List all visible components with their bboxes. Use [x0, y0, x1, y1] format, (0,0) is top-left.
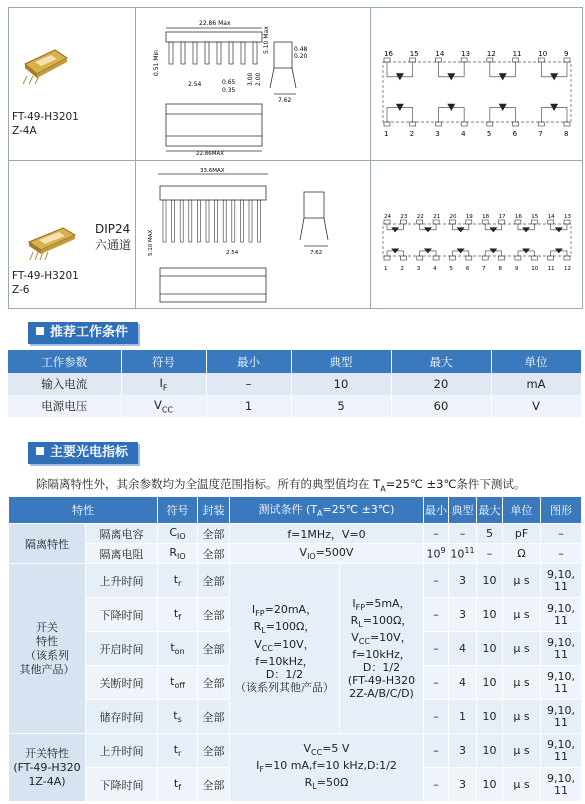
pin-label: 3 [416, 266, 421, 272]
pin-pad [461, 58, 467, 62]
pin-pad [538, 122, 544, 126]
cell-unit: μ s [503, 632, 541, 666]
dim-h2-1: 3.00 [247, 72, 254, 86]
cell-min: – [424, 768, 449, 802]
pin-label: 18 [482, 214, 490, 220]
header-package: 封装 [198, 497, 230, 524]
lead-pin [163, 200, 166, 242]
cell-symbol: $R_{IO}$ [158, 544, 198, 564]
cell-typ: 3 [449, 598, 477, 632]
dim-pitch-1: 2.54 [188, 81, 202, 88]
lead-pin [180, 200, 183, 242]
cell-package: 全部 [198, 544, 230, 564]
table-row [9, 734, 582, 768]
test-condition-note: 除隔离特性外，其余参数均为全温度范围指标。所有的典型值均在 $T_A=25℃$ ±3℃条件下测试。 [36, 477, 526, 494]
product-model-2: FT-49-H3201 Z-6 [12, 270, 79, 296]
dimension-drawing-2 [144, 164, 366, 306]
pin-label: 5 [449, 266, 453, 272]
package-outline [383, 224, 571, 256]
product-model-1: FT-49-H3201 Z-4A [12, 111, 79, 137]
cell-min: – [424, 632, 449, 666]
pin-pad [466, 220, 472, 224]
dim-width-bottom-1: 22.86MAX [196, 151, 225, 156]
table-row [9, 564, 582, 598]
circuit-diagram-1 [377, 48, 577, 138]
pin-label: 5 [486, 130, 492, 138]
cell-symbol: $t_f$ [158, 768, 198, 802]
cell-package: 全部 [198, 524, 230, 544]
cell-min: – [424, 666, 449, 700]
cell-figure: – [541, 544, 582, 564]
cell-typ: $10^{11}$ [449, 544, 477, 564]
cell-symbol: $C_{IO}$ [158, 524, 198, 544]
header-symbol: 符号 [121, 350, 206, 373]
cell-min: – [424, 524, 449, 544]
pin-label: 20 [449, 214, 457, 220]
pin-pad [564, 256, 570, 260]
pin-label: 8 [498, 266, 503, 272]
cell-min: $10^9$ [424, 544, 449, 564]
cell-typ: – [449, 524, 477, 544]
cell-symbol: $t_{on}$ [158, 632, 198, 666]
pin-label: 12 [564, 266, 571, 272]
cell-unit: μ s [503, 564, 541, 598]
cell-symbol: $t_r$ [158, 734, 198, 768]
cell-unit: pF [503, 524, 541, 544]
cell-condition-specific: $I_{FP}=5mA$， $R_L=100\Omega$， $V_{CC}=10V$， f=10kHz， D：1/2 (FT-49-H320 2Z-A/B/C/D) [340, 564, 424, 734]
pin-label: 7 [482, 266, 486, 272]
pin-label: 14 [435, 50, 445, 58]
pin-label: 14 [547, 214, 555, 220]
dim-min-1: 0.51 Min [153, 50, 160, 76]
header-max: 最大 [477, 497, 503, 524]
pin-pad [410, 122, 416, 126]
group-isolation: 隔离特性 [9, 524, 86, 564]
cell-condition: $V_{IO}=500V$ [230, 544, 424, 564]
cell-figure: – [541, 524, 582, 544]
cell-param: 输入电流 [8, 373, 121, 395]
dim-side-width-1: 7.62 [278, 97, 292, 104]
dim-width-top-2: 33.6MAX [200, 168, 225, 174]
cell-max: 10 [477, 666, 503, 700]
cell-figure: 9,10, 11 [541, 666, 582, 700]
cell-max: 20 [391, 373, 491, 395]
cell-unit: μ s [503, 768, 541, 802]
table-row [8, 395, 581, 417]
specs-header [9, 497, 582, 524]
pin-label: 13 [564, 214, 571, 220]
pin-pad [449, 256, 455, 260]
pin-pad [410, 58, 416, 62]
header-param: 工作参数 [8, 350, 121, 373]
pin-pad [531, 220, 537, 224]
cell-unit: μ s [503, 666, 541, 700]
pin-label: 12 [486, 50, 496, 58]
cell-symbol: $t_f$ [158, 598, 198, 632]
cell-min: – [424, 734, 449, 768]
work-conditions-table [8, 350, 582, 417]
pin-pad [466, 256, 472, 260]
lead-pin [258, 200, 261, 242]
cell-unit: Ω [503, 544, 541, 564]
cell-max: – [477, 544, 503, 564]
pin-label: 1 [384, 130, 389, 138]
cell-min: 1 [206, 395, 291, 417]
pin-pad [384, 122, 390, 126]
cell-package: 全部 [198, 700, 230, 734]
header-typ: 典型 [291, 350, 391, 373]
cell-min: – [424, 564, 449, 598]
row-name: 隔离电阻 [86, 544, 158, 564]
cell-typ: 10 [291, 373, 391, 395]
pin-pad [499, 256, 505, 260]
cell-package: 全部 [198, 632, 230, 666]
pin-pad [548, 256, 554, 260]
package-outline [383, 62, 571, 122]
dim-pitch-2: 2.54 [226, 250, 239, 256]
pin-pad [513, 122, 519, 126]
pin-pad [487, 58, 493, 62]
pin-label: 15 [531, 214, 539, 220]
pin-label: 8 [564, 130, 569, 138]
header-unit: 单位 [503, 497, 541, 524]
pin-pad [548, 220, 554, 224]
pin-pad [384, 220, 390, 224]
pin-pad [487, 122, 493, 126]
cell-typ: 3 [449, 734, 477, 768]
cell-max: 10 [477, 598, 503, 632]
table-row [9, 524, 582, 544]
pin-label: 21 [433, 214, 441, 220]
pin-pad [564, 122, 570, 126]
header-max: 最大 [391, 350, 491, 373]
dim-height-1: 5.10 Max [263, 26, 270, 54]
pin-label: 9 [514, 266, 519, 272]
pin-pad [538, 58, 544, 62]
lead-pin [189, 200, 192, 242]
cell-figure: 9,10, 11 [541, 768, 582, 802]
pin-label: 16 [384, 50, 393, 58]
pin-label: 6 [465, 266, 470, 272]
cell-unit: μ s [503, 734, 541, 768]
cell-max: 5 [477, 524, 503, 544]
chip-photo-2 [27, 226, 77, 262]
cell-symbol: $t_s$ [158, 700, 198, 734]
pin-pad [384, 256, 390, 260]
row-name: 上升时间 [86, 734, 158, 768]
pin-pad [515, 256, 521, 260]
cell-unit: μ s [503, 598, 541, 632]
pin-label: 2 [409, 130, 415, 138]
pin-pad [482, 256, 488, 260]
package-type: DIP24 六通道 [95, 222, 132, 252]
pin-label: 4 [461, 130, 466, 138]
cell-unit: V [491, 395, 581, 417]
cell-param: 电源电压 [8, 395, 121, 417]
pin-pad [482, 220, 488, 224]
cell-typ: 3 [449, 564, 477, 598]
row-name: 上升时间 [86, 564, 158, 598]
pin-label: 1 [384, 266, 388, 272]
pin-pad [449, 220, 455, 224]
cell-min: – [424, 598, 449, 632]
cell-typ: 1 [449, 700, 477, 734]
cell-symbol: $V_{CC}$ [121, 395, 206, 417]
header-typ: 典型 [449, 497, 477, 524]
table-row [8, 373, 581, 395]
circuit-diagram-2 [377, 210, 577, 272]
cell-symbol: $t_{off}$ [158, 666, 198, 700]
section-heading-work-conditions: 推荐工作条件 [28, 322, 138, 344]
cell-max: 10 [477, 768, 503, 802]
row-name: 开启时间 [86, 632, 158, 666]
cell-figure: 9,10, 11 [541, 632, 582, 666]
pin-label: 19 [465, 214, 473, 220]
pin-label: 24 [384, 214, 391, 220]
cell-max: 10 [477, 564, 503, 598]
cell-package: 全部 [198, 598, 230, 632]
dim-height-2: 5.10 MAX [148, 229, 154, 256]
pin-label: 10 [531, 266, 539, 272]
cell-min: – [206, 373, 291, 395]
cell-package: 全部 [198, 768, 230, 802]
lead-pin [172, 200, 175, 242]
pin-label: 2 [400, 266, 404, 272]
pin-pad [499, 220, 505, 224]
dim-h3-1: 2.00 [255, 72, 262, 86]
cell-min: – [424, 700, 449, 734]
pin-pad [417, 256, 423, 260]
cell-condition: f=1MHz，V=0 [230, 524, 424, 544]
pin-label: 10 [538, 50, 548, 58]
cell-typ: 5 [291, 395, 391, 417]
pin-label: 9 [564, 50, 569, 58]
group-switching: 开关 特性 （该系列 其他产品） [9, 564, 86, 734]
lead-pin [232, 200, 235, 242]
pin-label: 11 [547, 266, 555, 272]
dim-side-width-2: 7.62 [310, 250, 323, 256]
table-row [9, 544, 582, 564]
cell-figure: 9,10, 11 [541, 564, 582, 598]
pin-pad [400, 220, 406, 224]
pin-label: 22 [416, 214, 424, 220]
pin-pad [513, 58, 519, 62]
dim-d1: 0.65 [222, 79, 236, 86]
cell-typ: 4 [449, 666, 477, 700]
pin-label: 17 [498, 214, 506, 220]
cell-package: 全部 [198, 564, 230, 598]
row-name: 关断时间 [86, 666, 158, 700]
row-name: 隔离电容 [86, 524, 158, 544]
pin-pad [417, 220, 423, 224]
pin-pad [515, 220, 521, 224]
dim-t2: 0.20 [294, 53, 308, 60]
pin-pad [384, 58, 390, 62]
row-name: 下降时间 [86, 598, 158, 632]
cell-symbol: $I_F$ [121, 373, 206, 395]
pin-label: 3 [435, 130, 440, 138]
group-switching: 开关特性 (FT-49-H320 1Z-4A) [9, 734, 86, 802]
pin-label: 6 [512, 130, 518, 138]
pin-label: 16 [514, 214, 522, 220]
cell-figure: 9,10, 11 [541, 598, 582, 632]
pin-pad [400, 256, 406, 260]
section-heading-specs: 主要光电指标 [28, 442, 138, 464]
header-unit: 单位 [491, 350, 581, 373]
cell-max: 10 [477, 700, 503, 734]
pin-pad [435, 58, 441, 62]
dimension-drawing-1 [144, 14, 366, 156]
pin-label: 7 [538, 130, 543, 138]
specs-table [8, 496, 582, 802]
header-test-condition: 测试条件 ($T_A=25℃$ ±3℃) [230, 497, 424, 524]
cell-max: 10 [477, 632, 503, 666]
cell-unit: mA [491, 373, 581, 395]
work-conditions-header [8, 350, 581, 373]
pin-label: 11 [512, 50, 522, 58]
pin-label: 15 [409, 50, 419, 58]
cell-package: 全部 [198, 666, 230, 700]
lead-pin [206, 200, 209, 242]
pin-pad [433, 220, 439, 224]
header-min: 最小 [424, 497, 449, 524]
cell-package: 全部 [198, 734, 230, 768]
lead-pin [215, 200, 218, 242]
header-figure: 图形 [541, 497, 582, 524]
pin-pad [461, 122, 467, 126]
cell-max: 10 [477, 734, 503, 768]
cell-typ: 4 [449, 632, 477, 666]
cell-figure: 9,10, 11 [541, 734, 582, 768]
header-symbol: 符号 [158, 497, 198, 524]
header-min: 最小 [206, 350, 291, 373]
product-table [8, 7, 583, 309]
pin-label: 13 [461, 50, 471, 58]
cell-max: 60 [391, 395, 491, 417]
pin-label: 23 [400, 214, 408, 220]
dim-width-top-1: 22.86 Max [199, 20, 231, 27]
cell-unit: μ s [503, 700, 541, 734]
dim-t1: 0.48 [294, 46, 308, 53]
header-characteristic: 特性 [9, 497, 158, 524]
cell-condition-general: $I_{FP}=20mA$， $R_L=100\Omega$， $V_{CC}=10V$， f=10kHz， D：1/2 （该系列其他产品） [230, 564, 340, 734]
lead-pin [240, 200, 243, 242]
lead-pin [249, 200, 252, 242]
pin-pad [564, 58, 570, 62]
pin-label: 4 [433, 266, 437, 272]
pin-pad [435, 122, 441, 126]
pin-pad [564, 220, 570, 224]
cell-figure: 9,10, 11 [541, 700, 582, 734]
chip-photo-1 [21, 46, 71, 86]
lead-pin [197, 200, 200, 242]
pin-pad [433, 256, 439, 260]
cell-symbol: $t_r$ [158, 564, 198, 598]
lead-pin [223, 200, 226, 242]
row-name: 下降时间 [86, 768, 158, 802]
pin-pad [531, 256, 537, 260]
row-name: 储存时间 [86, 700, 158, 734]
cell-condition: $V_{CC}=5$ V $I_F=10$ mA,f=10 kHz,D:1/2 $R_L=50\Omega$ [230, 734, 424, 802]
cell-typ: 3 [449, 768, 477, 802]
dim-d2: 0.35 [222, 87, 236, 94]
